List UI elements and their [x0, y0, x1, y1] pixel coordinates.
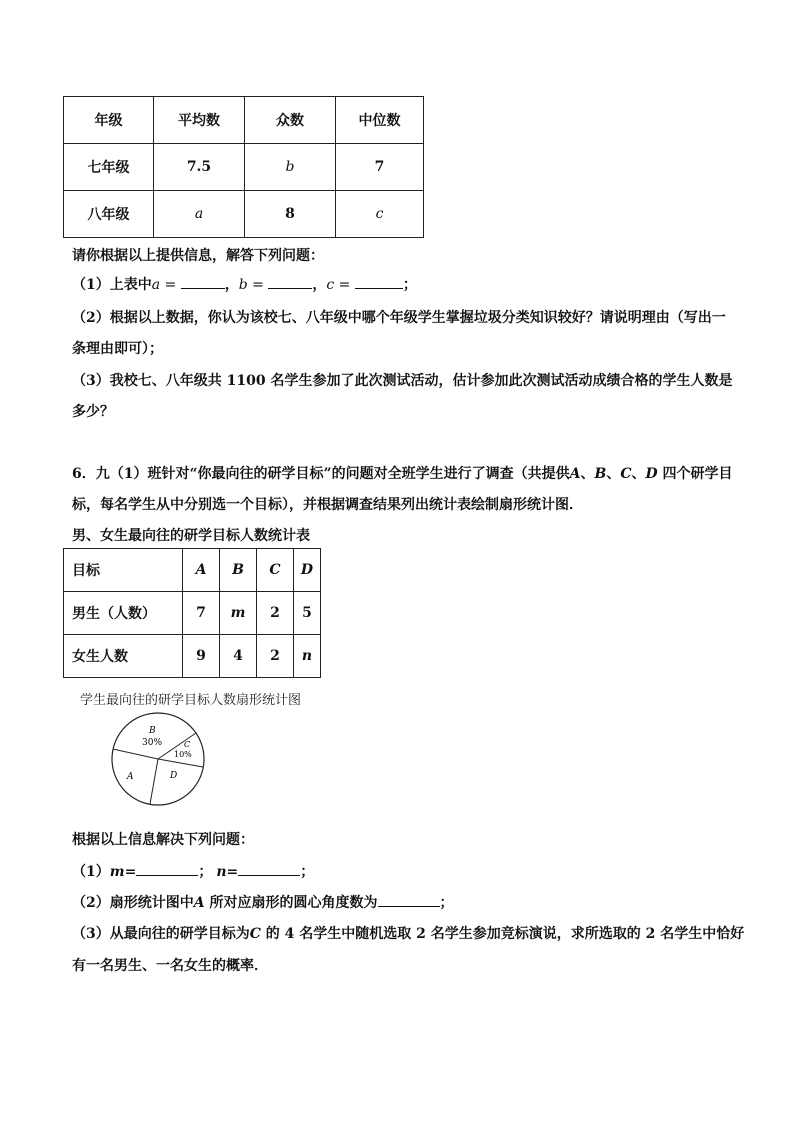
pie-chart [100, 712, 220, 807]
table-header-cell: C [257, 549, 294, 592]
gender-goal-table [63, 548, 321, 678]
table-cell: 5 [294, 592, 321, 635]
q6-part3-text: 的 4 名学生中随机选取 2 名学生参加竞标演说，求所选取的 2 名学生中恰好 [260, 926, 745, 942]
table-header-cell: 平均数 [154, 97, 245, 144]
table-cell: c [336, 191, 424, 238]
table-cell: 男生（人数） [64, 592, 183, 635]
answer-blank-n[interactable] [238, 861, 300, 876]
table-header-cell: 年级 [64, 97, 154, 144]
option-a: A [569, 466, 581, 482]
q5-part1-prefix: （1）上表中 [72, 277, 152, 293]
q6-line2: 标，每名学生从中分别选一个目标），并根据调查结果列出统计表绘制扇形统计图． [72, 497, 583, 513]
pie-chart-caption: 学生最向往的研学目标人数扇形统计图 [80, 693, 302, 708]
answer-blank-a[interactable] [181, 274, 225, 289]
equals-sign: = [124, 864, 137, 880]
q6-part3-prefix: （3）从最向往的研学目标为 [72, 926, 250, 942]
table-cell: 4 [220, 635, 257, 678]
q5-part2-line1: （2）根据以上数据，你认为该校七、八年级中哪个年级学生掌握垃圾分类知识较好？请说明理由（写出一 [72, 310, 726, 326]
q6-part2-text: 所对应扇形的圆心角度数为 [204, 895, 378, 911]
q6-line1-text: 6．九（1）班针对“你最向往的研学目标”的问题对全班学生进行了调查（共提供 [72, 466, 570, 482]
comma: ， [224, 277, 239, 293]
slice-label-b: B [149, 726, 156, 736]
table-cell: n [294, 635, 321, 678]
table-cell: 9 [183, 635, 220, 678]
q5-part3-line2: 多少？ [72, 404, 114, 420]
option-a: A [193, 895, 205, 911]
equals-sign: = [160, 277, 181, 293]
option-c: C [249, 926, 261, 942]
table-header-cell: D [294, 549, 321, 592]
table-cell: m [220, 592, 257, 635]
slice-label-c: C [184, 740, 191, 749]
table-cell: 八年级 [64, 191, 154, 238]
q6-part2 [72, 892, 454, 912]
grade-stats-table [63, 96, 424, 238]
semicolon: ； [300, 864, 315, 880]
q5-part1 [72, 274, 417, 294]
q6-line1-tail: 四个研学目 [657, 466, 733, 482]
semicolon: ； [439, 895, 454, 911]
pie-divider-da [150, 759, 158, 804]
table-header-cell: 众数 [245, 97, 336, 144]
var-c: c [326, 277, 335, 293]
var-a: a [151, 277, 161, 293]
q6-line1 [72, 463, 732, 483]
q5-intro: 请你根据以上提供信息，解答下列问题： [72, 248, 324, 264]
separator: 、 [580, 466, 595, 482]
table-cell: 女生人数 [64, 635, 183, 678]
answer-blank-c[interactable] [355, 274, 403, 289]
table-cell: 七年级 [64, 144, 154, 191]
table2-title: 男、女生最向往的研学目标人数统计表 [72, 528, 310, 544]
option-d: D [645, 466, 658, 482]
answer-blank-angle[interactable] [378, 892, 440, 907]
separator: 、 [606, 466, 621, 482]
semicolon: ； [198, 864, 213, 880]
equals-sign: = [334, 277, 355, 293]
q5-part2-line2: 条理由即可）； [72, 341, 163, 357]
pie-divider-ab [113, 749, 158, 759]
var-m: m [109, 864, 125, 880]
q6-part1-prefix: （1） [72, 864, 110, 880]
table-cell: 7 [183, 592, 220, 635]
slice-label-a: A [127, 772, 134, 782]
table-cell: 7 [336, 144, 424, 191]
table-cell: 2 [257, 635, 294, 678]
q5-part3-line1: （3）我校七、八年级共 1100 名学生参加了此次测试活动，估计参加此次测试活动成绩合格的学生人数是 [72, 373, 733, 389]
answer-blank-m[interactable] [136, 861, 198, 876]
var-n: n [216, 864, 227, 880]
slice-percent-b: 30% [142, 738, 163, 748]
option-c: C [620, 466, 632, 482]
semicolon: ； [402, 277, 417, 293]
table-header-cell: B [220, 549, 257, 592]
table-header-cell: 目标 [64, 549, 183, 592]
pie-divider-cd [158, 759, 203, 767]
q6-part3-line2: 有一名男生、一名女生的概率． [72, 958, 268, 974]
table-cell: a [154, 191, 245, 238]
q6-part2-prefix: （2）扇形统计图中 [72, 895, 194, 911]
slice-label-d: D [170, 771, 178, 781]
table-cell: b [245, 144, 336, 191]
comma: ， [312, 277, 327, 293]
option-b: B [594, 466, 607, 482]
answer-blank-b[interactable] [268, 274, 312, 289]
slice-percent-c: 10% [174, 750, 192, 759]
equals-sign: = [247, 277, 269, 293]
table-header-cell: A [183, 549, 220, 592]
equals-sign: = [226, 864, 239, 880]
table-cell: 8 [245, 191, 336, 238]
var-b: b [238, 277, 248, 293]
q6-questions-intro: 根据以上信息解决下列问题： [72, 832, 254, 848]
separator: 、 [631, 466, 646, 482]
table-cell: 2 [257, 592, 294, 635]
table-cell: 7.5 [154, 144, 245, 191]
table-header-cell: 中位数 [336, 97, 424, 144]
q6-part1 [72, 861, 314, 881]
q6-part3-line1 [72, 923, 744, 943]
